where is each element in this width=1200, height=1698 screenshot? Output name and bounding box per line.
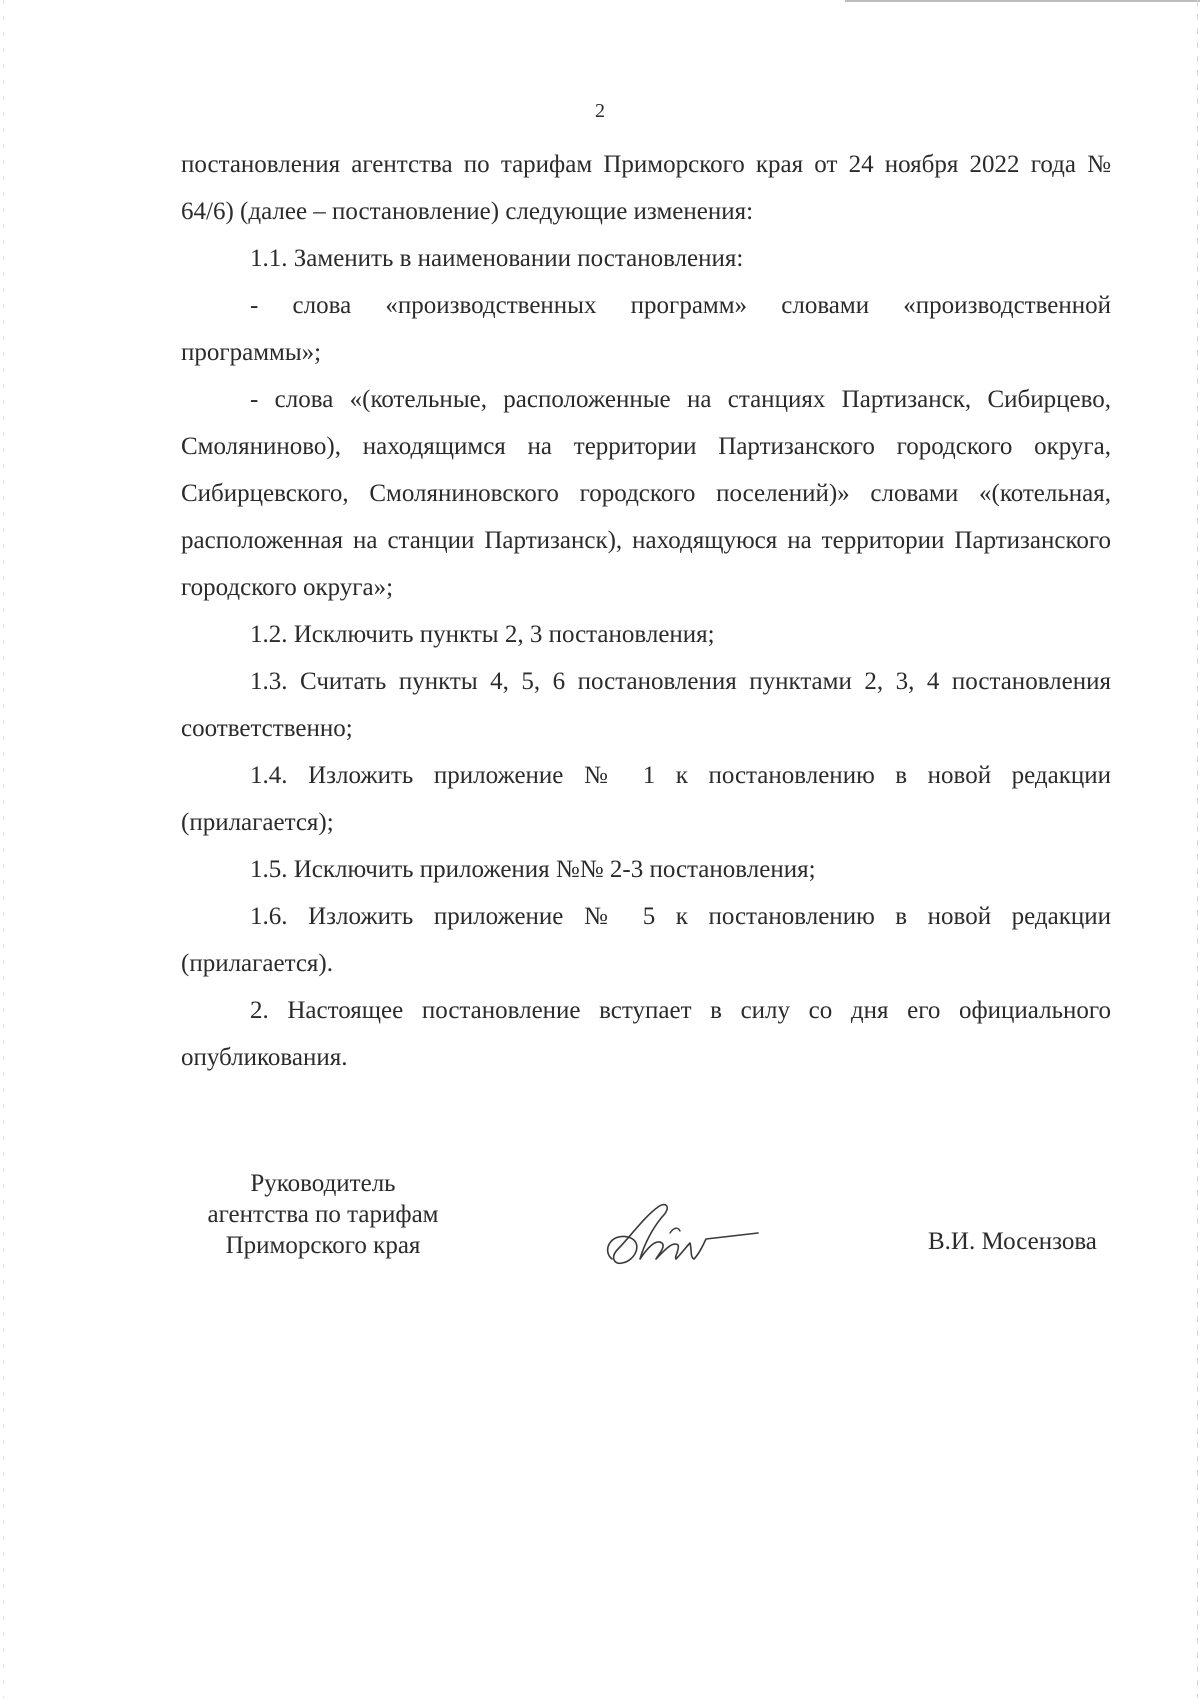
paragraph-1-5: 1.5. Исключить приложения №№ 2-3 постановления; [250, 856, 816, 883]
paragraph-1-4: 1.4. Изложить приложение № 1 к постановлению в новой редакции (прилагается); [181, 762, 1111, 836]
page-number: 2 [595, 100, 605, 122]
paragraph-2: 2. Настоящее постановление вступает в силу со дня его официального опубликования. [181, 997, 1111, 1071]
paragraph-1-1: 1.1. Заменить в наименовании постановления: [250, 245, 744, 272]
document-body [181, 141, 1111, 1081]
signatory-title [178, 1168, 468, 1261]
paragraph-1-6: 1.6. Изложить приложение № 5 к постановлению в новой редакции (прилагается). [181, 903, 1111, 977]
scan-edge-top [845, 0, 1200, 2]
paragraph-1-3: 1.3. Считать пункты 4, 5, 6 постановления пунктами 2, 3, 4 постановления соответственно; [181, 668, 1111, 742]
paragraph-1-1-item-b: - слова «(котельные, расположенные на станциях Партизанск, Сибирцево, Смоляниново), находящимся на территории Партизанского городского округа, Сибирцевского, Смоляниновского городского поселений)» словами «(котельная, расположенная на станции Партизанск), находящуюся на территории Партизанского городского округа»; [181, 386, 1111, 601]
signer-name: В.И. Мосензова [928, 1228, 1097, 1255]
scan-edge-left [3, 0, 4, 1698]
paragraph-1-2: 1.2. Исключить пункты 2, 3 постановления; [250, 621, 715, 648]
signatory-title-line: агентства по тарифам [207, 1201, 439, 1228]
paragraph-continuation: постановления агентства по тарифам Приморского края от 24 ноября 2022 года № 64/6) (далее – постановление) следующие изменения: [181, 151, 1111, 225]
handwritten-signature [600, 1193, 760, 1273]
paragraph-1-1-item-a: - слова «производственных программ» словами «производственной программы»; [181, 292, 1111, 366]
scan-edge-right [1197, 0, 1198, 1698]
signatory-title-line: Руководитель [250, 1170, 396, 1197]
signatory-title-line: Приморского края [225, 1232, 421, 1259]
